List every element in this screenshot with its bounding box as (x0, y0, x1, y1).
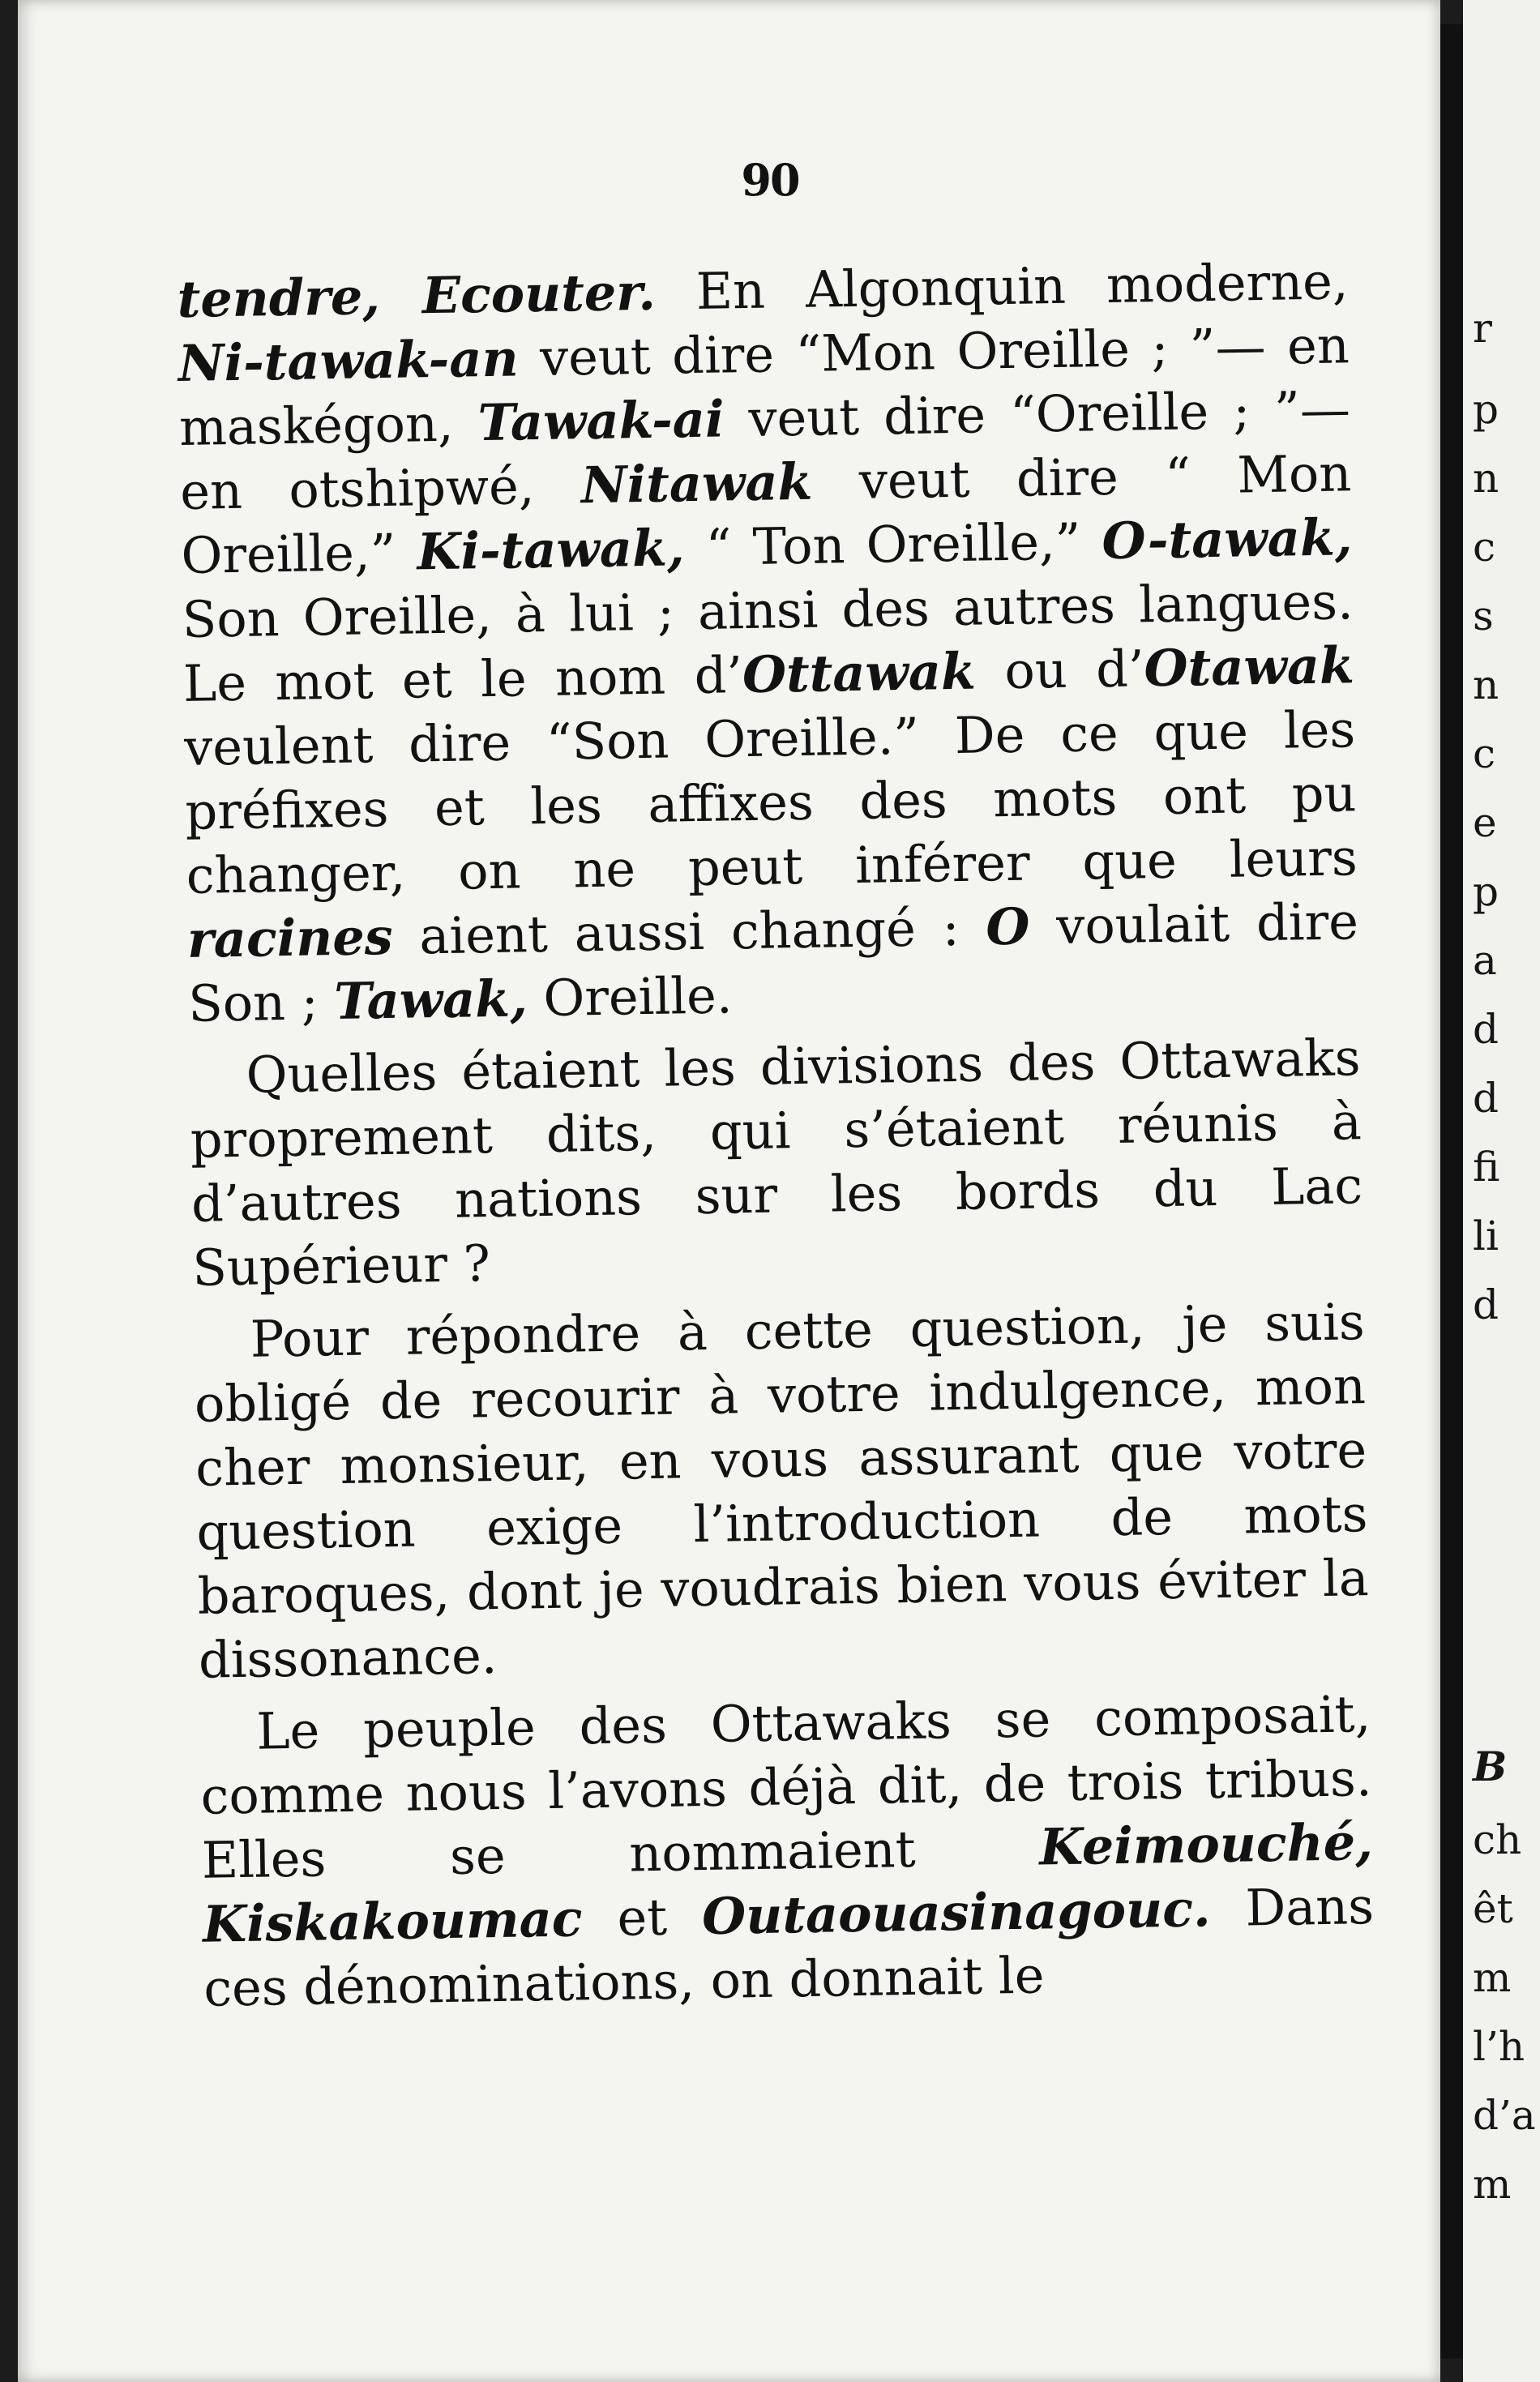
text-run: veut dire “Mon Oreille ; ”— en maskégon, (178, 315, 1350, 457)
adjacent-page-fragment: e (1473, 799, 1497, 846)
text-run: ou d’ (975, 639, 1145, 701)
text-run: veut dire “Oreille ; ”—en otshipwé, (179, 379, 1351, 521)
italic-term: O (985, 896, 1031, 957)
adjacent-page-fragment: m (1473, 1954, 1512, 2001)
adjacent-page-fragment: c (1473, 730, 1496, 777)
text-run: veut dire “ Mon Oreille,” (181, 443, 1352, 585)
italic-term: Tawak-ai (477, 389, 725, 453)
adjacent-page-fragment: p (1473, 868, 1499, 915)
text-run: Quelles étaient les divisions des Ottawaks proprement dits, qui s’étaient réunis à d’autres nations sur les bords du Lac Supérieur ? (190, 1028, 1363, 1298)
italic-term: racines (186, 906, 394, 969)
page-number: 90 (741, 154, 799, 206)
page-body-text (177, 249, 1375, 2020)
adjacent-page-fragment: d’a (1473, 2092, 1536, 2139)
adjacent-page-fragment: r (1473, 305, 1492, 352)
paragraph (199, 1682, 1375, 2021)
paragraph (177, 249, 1360, 1036)
adjacent-page-fragment: êt (1473, 1885, 1513, 1932)
adjacent-page-fragment: fi (1473, 1144, 1500, 1191)
book-gutter (1440, 24, 1463, 2358)
adjacent-page-fragment: l’h (1473, 2023, 1525, 2070)
text-run: veulent dire “Son Oreille.” De ce que les préfixes et les affixes des mots ont pu changer, on ne peut inférer que leurs (183, 699, 1358, 905)
text-run: “ Ton Oreille,” (683, 511, 1103, 578)
adjacent-page-fragment: c (1473, 524, 1496, 571)
italic-term: Kiskakoumac (202, 1888, 584, 1954)
text-run: aient aussi changé : (392, 897, 987, 966)
italic-term: Tawak, (333, 969, 528, 1032)
italic-term: O-tawak, (1101, 507, 1353, 571)
adjacent-page-fragment: d (1473, 1281, 1499, 1328)
text-run: En Algonquin moderne, (655, 251, 1350, 322)
italic-term: Ni-tawak-an (178, 328, 520, 393)
italic-term: Outaouasinagouc. (701, 1879, 1212, 1947)
adjacent-page-fragment: B (1473, 1743, 1508, 1790)
text-run: Son Oreille, à lui ; ainsi des autres langues. Le mot et le nom d’ (182, 571, 1354, 713)
text-run: voulait dire Son ; (187, 892, 1359, 1033)
italic-term: Otawak (1144, 635, 1355, 699)
adjacent-page-fragment: m (1473, 2161, 1512, 2208)
adjacent-page-fragment: s (1473, 592, 1494, 639)
adjacent-page-fragment: a (1473, 937, 1497, 984)
text-run: Oreille. (527, 965, 734, 1028)
paragraph (189, 1025, 1364, 1300)
adjacent-page-fragment: n (1473, 455, 1499, 502)
adjacent-page-fragment: li (1473, 1212, 1499, 1259)
adjacent-page-edge (1463, 0, 1540, 2382)
text-run: Dans ces dénominations, on donnait le (203, 1876, 1375, 2018)
adjacent-page-fragment: d (1473, 1075, 1499, 1122)
text-run: Pour répondre à cette question, je suis obligé de recourir à votre indulgence, mon cher monsieur, en vous assurant que votre question exige l’introduction de mots baroques, dont je voudrais bien vous éviter la dissonance. (194, 1292, 1370, 1690)
italic-term: Nitawak (580, 451, 813, 515)
italic-term: Keimouché, (1038, 1812, 1374, 1877)
paragraph (193, 1289, 1370, 1692)
adjacent-page-fragment: ch (1473, 1816, 1522, 1863)
adjacent-page-fragment: d (1473, 1006, 1499, 1053)
italic-term: Ki-tawak, (416, 518, 686, 582)
text-run: et (581, 1887, 703, 1948)
italic-term: tendre, Ecouter. (177, 262, 657, 329)
adjacent-page-fragment: n (1473, 661, 1499, 708)
italic-term: Ottawak (742, 641, 977, 705)
adjacent-page-fragment: p (1473, 386, 1499, 433)
text-run: Le peuple des Ottawaks se composait, comme nous l’avons déjà dit, de trois tribus. Elles se nommaient (200, 1684, 1373, 1890)
